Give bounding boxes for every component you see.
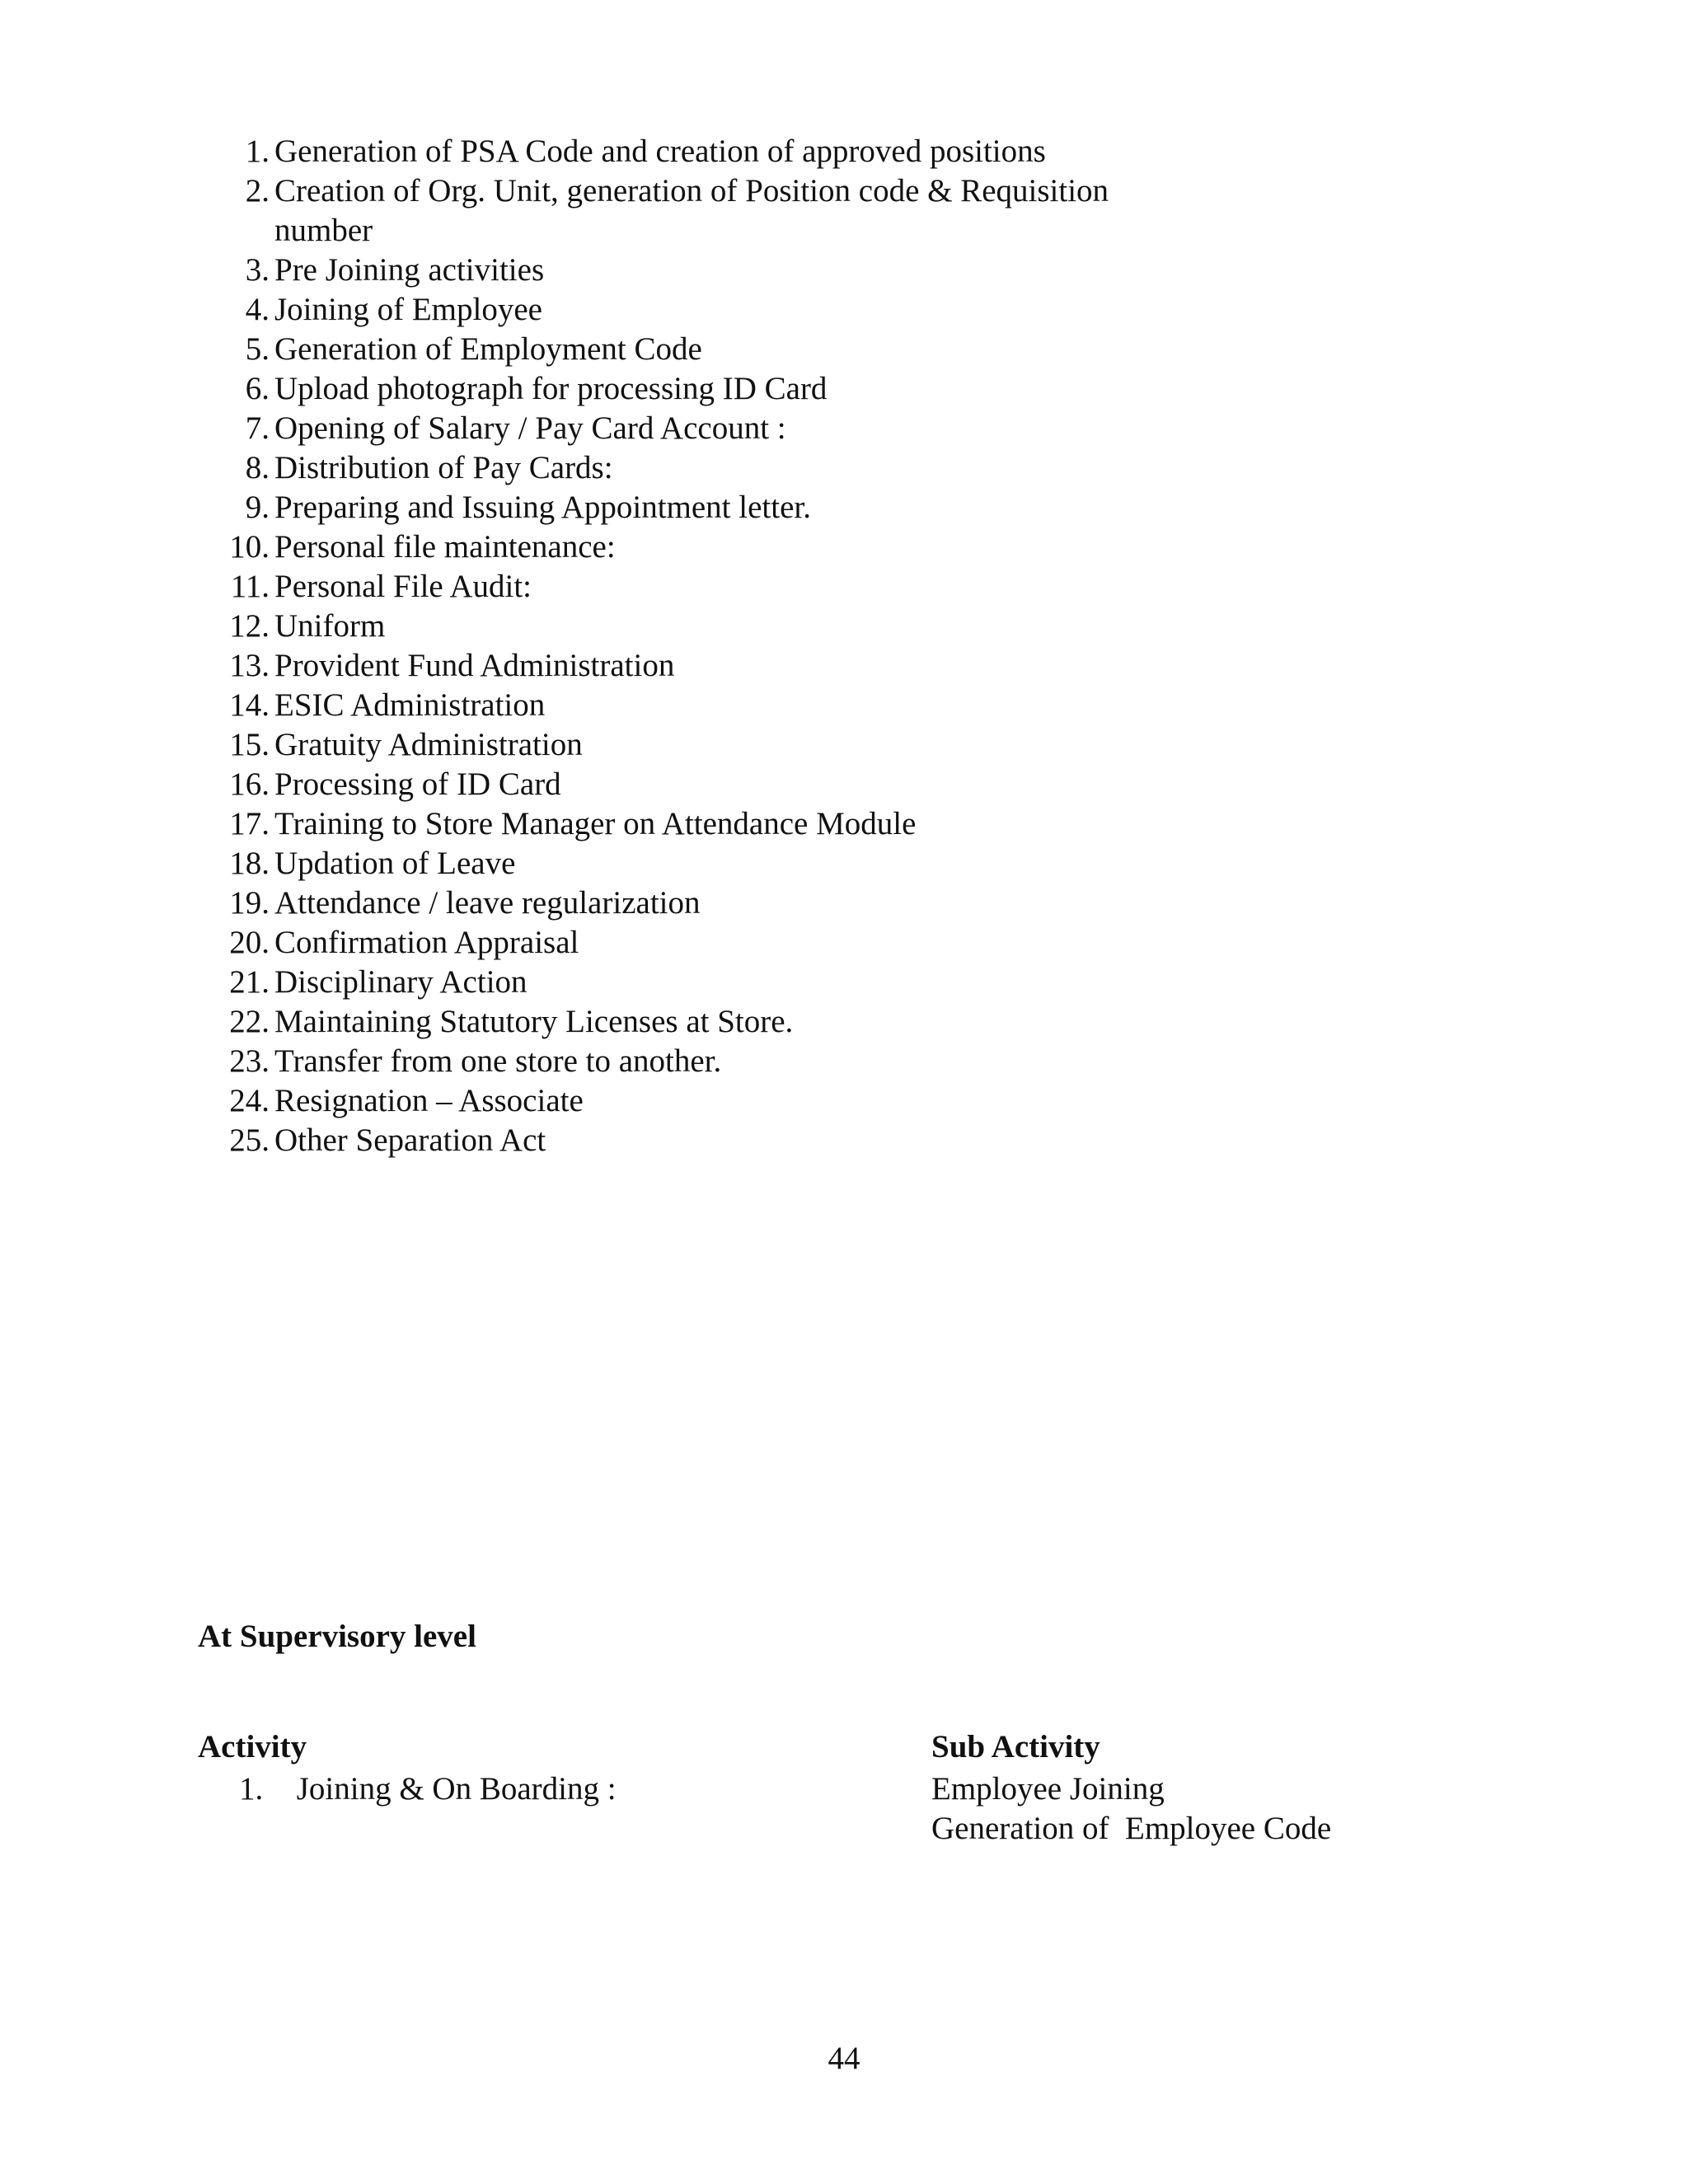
activity-number: 11. bbox=[230, 569, 270, 604]
activity-number: 20. bbox=[229, 925, 270, 960]
activity-list-item bbox=[218, 844, 1455, 883]
activity-list-item bbox=[218, 963, 1455, 1002]
activity-list-item bbox=[218, 1002, 1455, 1042]
activity-number: 16. bbox=[229, 766, 270, 802]
activity-text: Uniform bbox=[274, 608, 386, 644]
activity-text: Provident Fund Administration bbox=[274, 648, 675, 683]
activity-text: Preparing and Issuing Appointment letter. bbox=[274, 490, 811, 525]
activity-list-item bbox=[218, 290, 1455, 330]
activity-list-item bbox=[218, 607, 1455, 646]
activity-text: ESIC Administration bbox=[274, 687, 546, 723]
activity-text: Creation of Org. Unit, generation of Position code & Requisition number bbox=[274, 173, 1109, 248]
activity-text: Transfer from one store to another. bbox=[274, 1043, 722, 1079]
supervisory-activity-row bbox=[198, 1769, 1517, 1852]
section-heading: At Supervisory level bbox=[198, 1619, 476, 1654]
sub-activity-column-header: Sub Activity bbox=[931, 1729, 1100, 1765]
activity-list-item bbox=[218, 171, 1455, 251]
activity-text: Other Separation Act bbox=[274, 1122, 546, 1158]
activity-list-item bbox=[218, 883, 1455, 923]
activity-list-item bbox=[218, 1081, 1455, 1121]
activity-list-item bbox=[218, 330, 1455, 369]
activity-number: 8. bbox=[245, 450, 270, 485]
activity-number: 4. bbox=[245, 292, 270, 327]
activity-number: 12. bbox=[229, 608, 270, 644]
activity-text: Attendance / leave regularization bbox=[274, 885, 701, 921]
activity-text: Resignation – Associate bbox=[274, 1083, 584, 1118]
activity-text: Joining of Employee bbox=[274, 292, 542, 327]
activity-number: 1. bbox=[245, 134, 270, 169]
activity-list-item bbox=[218, 567, 1455, 607]
activity-text: Generation of PSA Code and creation of approved positions bbox=[274, 134, 1046, 169]
activity-text: Disciplinary Action bbox=[274, 964, 528, 1000]
activity-list-item bbox=[218, 527, 1455, 567]
sub-activity-item: Employee Joining bbox=[931, 1771, 1165, 1807]
activity-text: Personal File Audit: bbox=[274, 569, 532, 604]
activity-text: Gratuity Administration bbox=[274, 727, 583, 762]
activity-list bbox=[218, 132, 1455, 1160]
activity-number: 6. bbox=[245, 371, 270, 406]
activity-number: 21. bbox=[229, 964, 270, 1000]
sub-activity-item: Generation of Employee Code bbox=[931, 1811, 1332, 1846]
activity-list-item bbox=[218, 1121, 1455, 1160]
activity-number: 18. bbox=[229, 846, 270, 881]
activity-text: Distribution of Pay Cards: bbox=[274, 450, 613, 485]
activity-text: Personal file maintenance: bbox=[274, 529, 616, 565]
activity-number: 19. bbox=[229, 885, 270, 921]
activity-number: 14. bbox=[229, 687, 270, 723]
activity-number: 7. bbox=[245, 410, 270, 446]
supervisory-activity-label: Joining & On Boarding : bbox=[296, 1771, 617, 1807]
activity-text: Confirmation Appraisal bbox=[274, 925, 579, 960]
activity-list-item bbox=[218, 725, 1455, 765]
activity-list-item bbox=[218, 923, 1455, 963]
activity-list-item bbox=[218, 765, 1455, 804]
activity-number: 13. bbox=[229, 648, 270, 683]
activity-list-item bbox=[218, 804, 1455, 844]
activity-number: 24. bbox=[229, 1083, 270, 1118]
activity-number: 25. bbox=[229, 1122, 270, 1158]
activity-list-item bbox=[218, 686, 1455, 725]
activity-column-header: Activity bbox=[198, 1729, 307, 1765]
activity-number: 5. bbox=[245, 331, 270, 367]
activity-text: Updation of Leave bbox=[274, 846, 516, 881]
activity-list-item bbox=[218, 132, 1455, 171]
supervisory-activity bbox=[239, 1769, 617, 1809]
activity-list-item bbox=[218, 488, 1455, 527]
activity-text: Maintaining Statutory Licenses at Store. bbox=[274, 1004, 794, 1039]
activity-list-item bbox=[218, 369, 1455, 409]
activity-text: Opening of Salary / Pay Card Account : bbox=[274, 410, 786, 446]
activity-number: 3. bbox=[245, 252, 270, 288]
activity-list-item bbox=[218, 1042, 1455, 1081]
activity-text: Training to Store Manager on Attendance Module bbox=[274, 806, 917, 841]
sub-activity-list bbox=[931, 1769, 1331, 1849]
page-number: 44 bbox=[828, 2041, 860, 2076]
activity-number: 2. bbox=[245, 173, 270, 209]
activity-number: 10. bbox=[229, 529, 270, 565]
activity-list-item bbox=[218, 646, 1455, 686]
activity-number: 9. bbox=[245, 490, 270, 525]
supervisory-activity-number: 1. bbox=[239, 1771, 264, 1807]
activity-number: 23. bbox=[229, 1043, 270, 1079]
activity-list-item bbox=[218, 409, 1455, 448]
activity-number: 17. bbox=[229, 806, 270, 841]
activity-text: Processing of ID Card bbox=[274, 766, 561, 802]
activity-text: Pre Joining activities bbox=[274, 252, 545, 288]
activity-text: Generation of Employment Code bbox=[274, 331, 702, 367]
activity-list-item bbox=[218, 448, 1455, 488]
activity-number: 22. bbox=[229, 1004, 270, 1039]
activity-number: 15. bbox=[229, 727, 270, 762]
activity-text: Upload photograph for processing ID Card bbox=[274, 371, 828, 406]
activity-list-item bbox=[218, 251, 1455, 290]
